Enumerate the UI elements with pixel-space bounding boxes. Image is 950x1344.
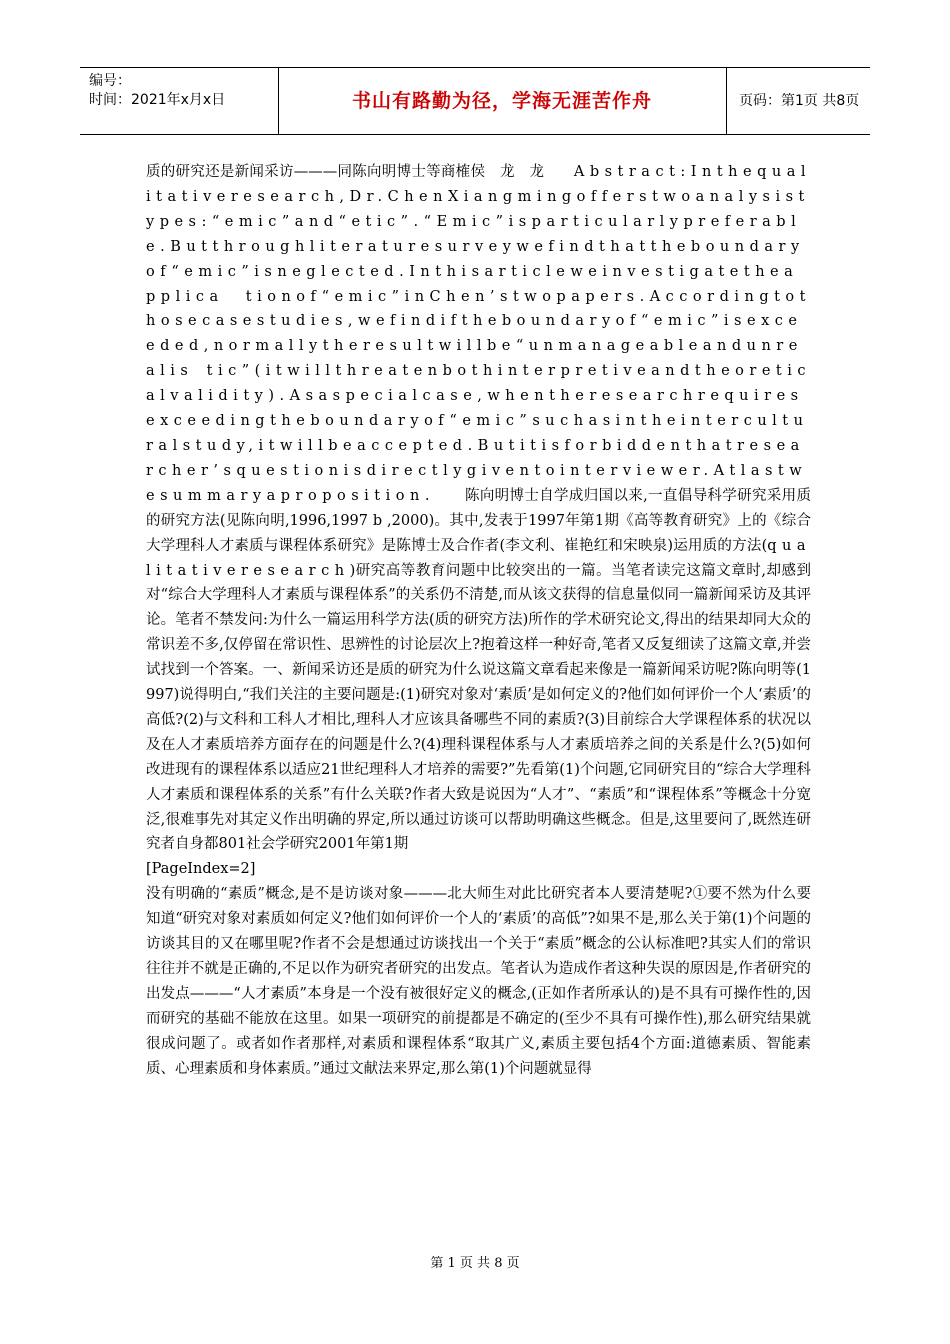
document-number-label: 编号： <box>89 73 131 89</box>
document-body <box>146 160 811 1082</box>
header-motto-cell <box>278 68 727 134</box>
header-page-cell <box>726 68 870 134</box>
header-info-cell <box>80 68 279 134</box>
body-paragraph-1 <box>146 160 811 857</box>
qualitative-research-term: qualitativeresearch <box>146 537 811 579</box>
page-index-marker: [PageIndex=2] <box>146 861 256 878</box>
intro-text-a: 陈向明博士自学成归国以来,一直倡导科学研究采用质的研究方法(见陈向明,1996,1997 b ,2000)。其中,发表于1997年第1期《高等教育研究》上的《综合大学理科人才素质与课程体系研究》是陈博士及合作者(李文利、崔艳红和宋映泉)运用质的方法( <box>146 487 811 554</box>
page-header <box>80 67 870 135</box>
header-motto: 书山有路勤为径，学海无涯苦作舟 <box>351 90 652 112</box>
abstract-text: Abstract:Inthequalitativeresearch,Dr.ChenXiangmingofferstwoanalysistypes:“emic”and“etic”.“Emic”isparticularlypreferable.Butthroughliteraturesurveywefindthattheboundaryof“emic”isneglected.Inthisarticleweinvestigatetheapplica tionof“emic”inChen’stwopapers.Accordingtothosecasestudies,wefindiftheboundaryof“emic”isexceeded,normallytheresultwillbe“unmanageableandunrealis tic”(itwillthreatenbothinterpretiveandtheoreticalvalidity).Asaspecialcase,whentheresearchrequiresexceedingtheboundaryof“emic”suchasintheinterculturalstudy,itwillbeaccepted.Butitisforbiddenthatresearcher’squestionisdirectlygiventointerviewer.Atlastwesummaryaproposition. <box>146 164 812 504</box>
intro-text-b: )研究高等教育问题中比较突出的一篇。当笔者读完这篇文章时,却感到对“综合大学理科人才素质与课程体系”的关系仍不清楚,而从该文获得的信息量似同一篇新闻采访及其评论。笔者不禁发问:为什么一篇运用科学方法(质的研究方法)所作的学术研究论文,得出的结果却同大众的常识差不多,仅停留在常识性、思辨性的讨论层次上?抱着这样一种好奇,笔者又反复细读了这篇文章,并尝试找到一个答案。一、新闻采访还是质的研究为什么说这篇文章看起来像是一篇新闻采访呢?陈向明等(1997)说得明白,“我们关注的主要问题是:(1)研究对象对‘素质’是如何定义的?他们如何评价一个人‘素质’的高低?(2)与文科和工科人才相比,理科人才应该具备哪些不同的素质?(3)目前综合大学课程体系的状况以及在人才素质培养方面存在的问题是什么?(4)理科课程体系与人才素质培养之间的关系是什么?(5)如何改进现有的课程体系以适应21世纪理科人才培养的需要?”先看第(1)个问题,它同研究目的“综合大学理科人才素质和课程体系的关系”有什么关联?作者大致是说因为“人才”、“素质”和“课程体系”等概念十分宽泛,很难事先对其定义作出明确的界定,所以通过访谈可以帮助明确这些概念。但是,这里要问了,既然连研究者自身都801社会学研究2001年第1期 <box>146 562 811 853</box>
page-footer: 第 1 页 共 8 页 <box>430 1256 520 1271</box>
article-title-line: 质的研究还是新闻采访———同陈向明博士等商榷侯 龙 龙 <box>146 164 545 180</box>
header-page-code: 页码：第1页 共8页 <box>739 93 860 109</box>
document-date: 时间：2021年x月x日 <box>89 92 226 108</box>
body-paragraph-2: 没有明确的“素质”概念,是不是访谈对象———北大师生对此比研究者本人要清楚呢?①要不然为什么要知道“研究对象对素质如何定义?他们如何评价一个人的‘素质’的高低”?如果不是,那么关于第(1)个问题的访谈其目的又在哪里呢?作者不会是想通过访谈找出一个关于“素质”概念的公认标准吧?其实人们的常识往往并不就是正确的,不足以作为研究者研究的出发点。笔者认为造成作者这种失误的原因是,作者研究的出发点———“人才素质”本身是一个没有被很好定义的概念,(正如作者所承认的)是不具有可操作性的,因而研究的基础不能放在这里。如果一项研究的前提都是不确定的(至少不具有可操作性),那么研究结果就很成问题了。或者如作者那样,对素质和课程体系“取其广义,素质主要包括4个方面:道德素质、智能素质、心理素质和身体素质。”通过文献法来界定,那么第(1)个问题就显得 <box>146 886 811 1077</box>
